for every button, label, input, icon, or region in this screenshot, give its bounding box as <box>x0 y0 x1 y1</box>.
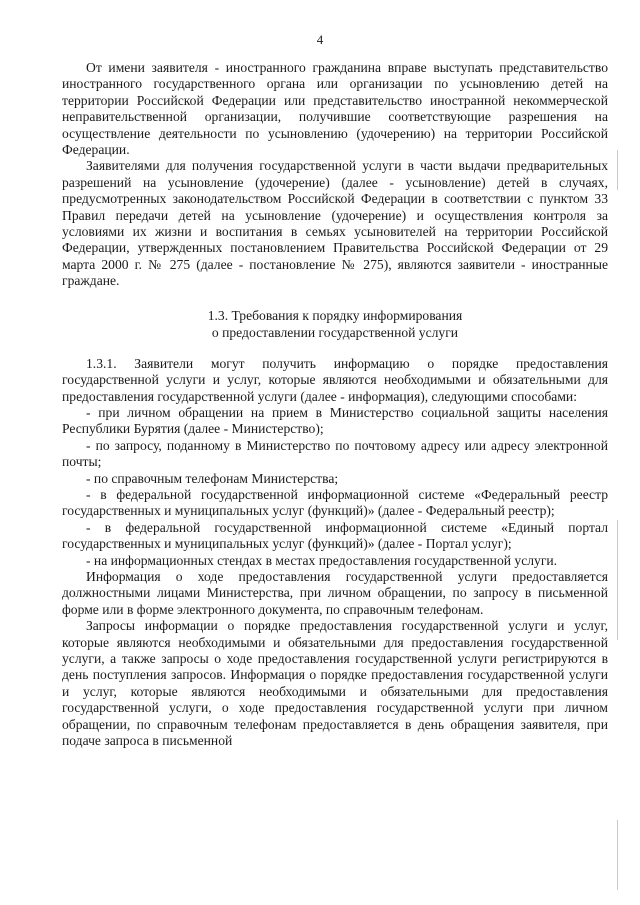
paragraph-info-ways: 1.3.1. Заявители могут получить информацию о порядке предоставления государственной услуги и услуг, которые являются необходимыми и обязательными для предоставления государственной услуги (далее - информация), следующими способами: <box>62 355 608 404</box>
paragraph-progress-info: Информация о ходе предоставления государственной услуги предоставляется должностными лицами Министерства, при личном обращении, по запросу в письменной форме или в форме электронного документа, по справочным телефонам. <box>62 568 608 617</box>
list-item-federal-registry: - в федеральной государственной информационной системе «Федеральный реестр государственных и муниципальных услуг (функций)» (далее - Федеральный реестр); <box>62 486 608 519</box>
paragraph-applicants: Заявителями для получения государственной услуги в части выдачи предварительных разрешений на усыновление (удочерение) (далее - усыновление) детей в случаях, предусмотренных законодательством Российской Федерации в соответствии с пунктом 33 Правил передачи детей на усыновление (удочерение) и осуществления контроля за условиями их жизни и воспитания в семьях усыновителей на территории Российской Федерации, утвержденных постановлением Правительства Российской Федерации от 29 марта 2000 г. № 275 (далее - постановление № 275), являются заявители - иностранные граждане. <box>62 158 608 289</box>
document-body <box>62 60 608 749</box>
paragraph-requests: Запросы информации о порядке предоставления государственной услуги и услуг, которые являются необходимыми и обязательными для предоставления государственной услуги, а также запросы о ходе предоставления государственной услуги регистрируются в день поступления запросов. Информация о порядке предоставления государственной услуги и услуг, которые являются необходимыми и обязательными для предоставления государственной услуги, о ходе предоставления государственной услуги при личном обращении, по справочным телефонам предоставляется в день обращения заявителя, при подаче запроса в письменной <box>62 618 608 749</box>
paragraph-representative: От имени заявителя - иностранного гражданина вправе выступать представительство иностранного государственного органа или организации по усыновлению детей на территории Российской Федерации или представительство иностранной некоммерческой неправительственной организации, получившие соответствующие разрешения на осуществление деятельности по усыновлению (удочерению) на территории Российской Федерации. <box>62 60 608 158</box>
scan-edge-mark <box>617 520 618 640</box>
section-heading-line: о предоставлении государственной услуги <box>211 324 459 340</box>
list-item-portal: - в федеральной государственной информационной системе «Единый портал государственных и муниципальных услуг (функций)» (далее - Портал услуг); <box>62 519 608 552</box>
section-heading <box>62 307 608 341</box>
page-number: 4 <box>316 32 324 47</box>
list-item-stands: - на информационных стендах в местах предоставления государственной услуги. <box>86 552 558 568</box>
scan-edge-mark <box>617 150 618 190</box>
list-item-personal-visit: - при личном обращении на прием в Министерство социальной защиты населения Республики Бурятия (далее - Министерство); <box>62 404 608 437</box>
scan-edge-mark <box>617 820 618 890</box>
section-heading-line: 1.3. Требования к порядку информирования <box>207 307 463 323</box>
list-item-phone: - по справочным телефонам Министерства; <box>86 470 339 486</box>
list-item-request: - по запросу, поданному в Министерство по почтовому адресу или адресу электронной почты; <box>62 437 608 470</box>
